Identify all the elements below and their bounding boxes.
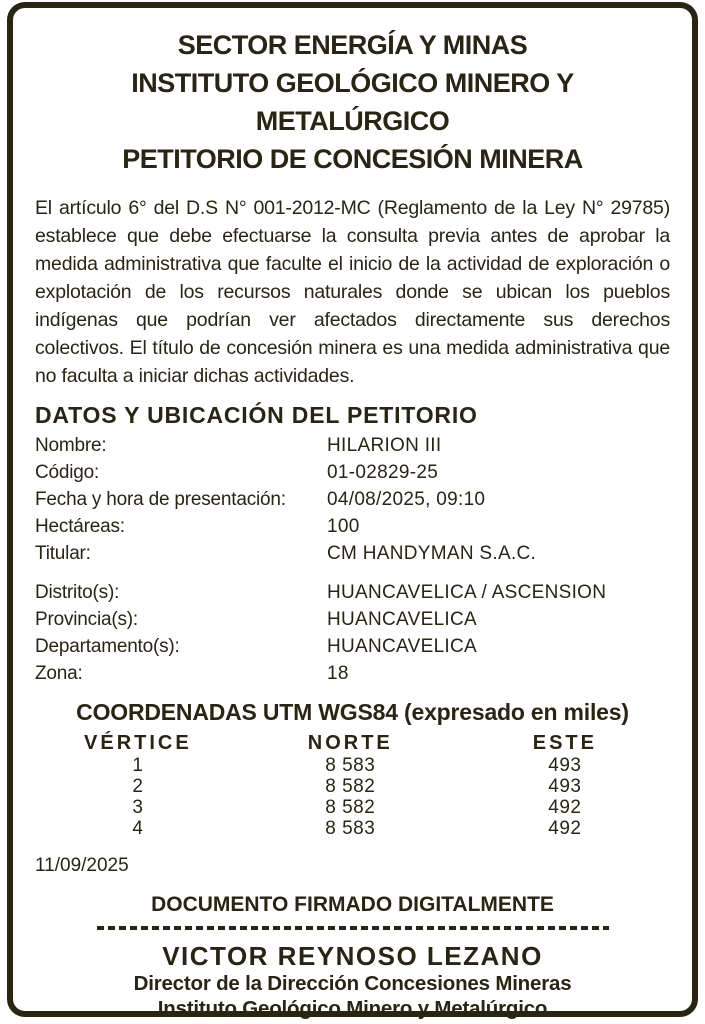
column-header-norte: NORTE xyxy=(307,732,393,754)
field-label: Zona: xyxy=(35,663,83,684)
column-header-vertice: VÉRTICE xyxy=(84,732,192,754)
signer-title: Director de la Dirección Concesiones Mineras xyxy=(133,972,572,995)
este-cell: 493 xyxy=(548,776,582,797)
table-row xyxy=(35,818,670,839)
vertice-cell: 4 xyxy=(132,818,144,839)
norte-cell: 8 583 xyxy=(325,818,376,839)
field-value: HUANCAVELICA / ASCENSION xyxy=(327,582,607,603)
field-row-titular xyxy=(35,540,670,567)
digitally-signed-label: DOCUMENTO FIRMADO DIGITALMENTE xyxy=(151,893,554,916)
vertice-cell: 2 xyxy=(132,776,144,797)
norte-cell: 8 582 xyxy=(325,776,376,797)
norte-cell: 8 583 xyxy=(325,755,376,776)
field-row-fecha xyxy=(35,486,670,513)
publication-date: 11/09/2025 xyxy=(35,855,129,876)
este-cell: 492 xyxy=(548,818,582,839)
field-label: Provincia(s): xyxy=(35,609,138,630)
field-label: Distrito(s): xyxy=(35,582,120,603)
signer-name: VICTOR REYNOSO LEZANO xyxy=(162,941,543,971)
field-row-zona xyxy=(35,660,670,687)
vertice-cell: 3 xyxy=(132,797,144,818)
title-petition-line: PETITORIO DE CONCESIÓN MINERA xyxy=(122,144,583,174)
title-institute-line: INSTITUTO GEOLÓGICO MINERO Y METALÚRGICO xyxy=(131,68,574,136)
coordinates-heading: COORDENADAS UTM WGS84 (expresado en miles) xyxy=(76,699,629,725)
field-label: Código: xyxy=(35,462,100,483)
field-label: Fecha y hora de presentación: xyxy=(35,489,286,510)
field-row-codigo xyxy=(35,459,670,486)
field-value: HUANCAVELICA xyxy=(327,636,478,657)
coordinates-table xyxy=(35,731,670,839)
field-value: HUANCAVELICA xyxy=(327,609,478,630)
field-value: 04/08/2025, 09:10 xyxy=(327,489,486,510)
petition-fields xyxy=(35,432,670,567)
este-cell: 492 xyxy=(548,797,582,818)
field-value: 01-02829-25 xyxy=(327,462,439,483)
field-value: CM HANDYMAN S.A.C. xyxy=(327,543,537,564)
vertice-cell: 1 xyxy=(132,755,144,776)
table-row xyxy=(35,755,670,776)
field-row-distrito xyxy=(35,579,670,606)
signer-organization: Instituto Geológico Minero y Metalúrgico xyxy=(157,997,548,1020)
datos-section-heading: DATOS Y UBICACIÓN DEL PETITORIO xyxy=(35,402,478,428)
legal-intro-paragraph: El artículo 6° del D.S N° 001-2012-MC (Reglamento de la Ley N° 29785) establece que debe efectuarse la consulta previa antes de aprobar la medida administrativa que faculte el inicio de la actividad de exploración o explotación de los recursos naturales donde se ubican los pueblos indígenas que podrían ver afectados directamente sus derechos colectivos. El título de concesión minera es una medida administrativa que no faculta a iniciar dichas actividades. xyxy=(35,197,670,387)
field-row-nombre xyxy=(35,432,670,459)
field-label: Nombre: xyxy=(35,435,107,456)
document-frame xyxy=(7,2,698,1020)
table-row xyxy=(35,776,670,797)
table-row xyxy=(35,797,670,818)
field-value: HILARION III xyxy=(327,435,442,456)
field-label: Departamento(s): xyxy=(35,636,180,657)
coordinates-header-row xyxy=(35,731,670,755)
field-label: Titular: xyxy=(35,543,91,564)
field-label: Hectáreas: xyxy=(35,516,125,537)
norte-cell: 8 582 xyxy=(325,797,376,818)
column-header-este: ESTE xyxy=(532,732,597,754)
field-row-hectareas xyxy=(35,513,670,540)
signature-dashed-divider xyxy=(97,926,609,930)
este-cell: 493 xyxy=(548,755,582,776)
field-row-departamento xyxy=(35,633,670,660)
title-sector-line: SECTOR ENERGÍA Y MINAS xyxy=(177,30,528,60)
field-value: 100 xyxy=(327,516,360,537)
location-fields xyxy=(35,579,670,687)
document-title xyxy=(35,26,670,178)
field-row-provincia xyxy=(35,606,670,633)
field-value: 18 xyxy=(327,663,349,684)
